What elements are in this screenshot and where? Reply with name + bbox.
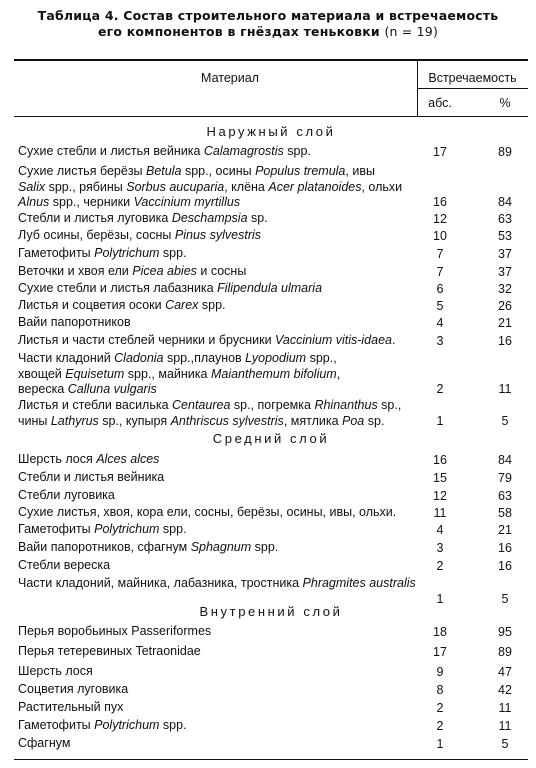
latin-name: Sphagnum	[190, 540, 252, 554]
material-cell	[18, 540, 418, 556]
table-row	[14, 452, 528, 468]
latin-name: Vaccinium myrtillus	[133, 195, 241, 209]
latin-name: Carex	[165, 298, 199, 312]
latin-name: Polytrichum	[94, 246, 160, 260]
material-cell	[18, 211, 418, 227]
section-title: Внутренний слой	[199, 604, 343, 619]
material-text: Сухие листья, хвоя, кора ели, сосны, берёзы, осины, ивы, ольхи.	[18, 505, 397, 519]
material-text: Листья и соцветия осоки	[18, 298, 166, 312]
material-cell	[18, 505, 418, 521]
table-caption	[0, 8, 536, 40]
material-text: и сосны	[196, 264, 247, 278]
material-text: Сухие листья берёзы	[18, 164, 147, 178]
material-cell	[18, 664, 418, 680]
latin-name: Lathyrus	[50, 413, 99, 428]
latin-name: Rhinanthus	[314, 398, 378, 412]
material-text: .	[391, 333, 396, 347]
percent-cell: 37	[498, 246, 512, 261]
abs-count-cell: 7	[436, 264, 444, 279]
caption-line-2	[0, 24, 536, 40]
latin-name: Phragmites australis	[302, 576, 416, 590]
material-text: spp., черники	[49, 195, 134, 209]
material-text: spp.	[251, 540, 279, 554]
material-text: spp.	[198, 298, 226, 312]
percent-cell: 21	[498, 315, 512, 330]
material-cell	[18, 315, 418, 331]
table-row	[14, 700, 528, 716]
table-row	[14, 228, 528, 244]
material-text: Сухие стебли и листья лабазника	[18, 281, 218, 295]
percent-cell: 84	[498, 194, 512, 209]
abs-count-cell: 7	[436, 246, 444, 261]
material-cell	[18, 718, 418, 734]
abs-count-cell: 17	[433, 644, 447, 659]
material-text: sp.	[247, 211, 268, 225]
latin-name: Sorbus aucuparia	[126, 179, 225, 194]
table-row	[14, 505, 528, 521]
latin-name: Pinus sylvestris	[174, 228, 262, 242]
latin-name: Poa	[342, 413, 365, 428]
latin-name: Deschampsia	[171, 211, 248, 225]
percent-cell: 37	[498, 264, 512, 279]
material-text: spp.	[159, 522, 187, 536]
header-bottom-rule	[14, 116, 528, 117]
material-text: Сухие стебли и листья вейника	[18, 144, 204, 158]
material-cell	[18, 264, 418, 280]
table-row	[14, 470, 528, 486]
material-cell	[18, 736, 418, 752]
table-row	[14, 281, 528, 297]
material-text: Вайи папоротников	[18, 315, 131, 329]
table-row	[14, 644, 528, 660]
material-cell	[18, 228, 418, 244]
percent-cell: 16	[498, 540, 512, 555]
abs-count-cell: 18	[433, 624, 447, 639]
table-row	[14, 315, 528, 331]
material-text: Шерсть лося	[18, 664, 93, 678]
percent-cell: 47	[498, 664, 512, 679]
caption-line-2-text: его компонентов в гнёздах теньковки	[97, 24, 380, 39]
material-text: spp., майника	[124, 366, 211, 381]
latin-name: Filipendula ulmaria	[217, 281, 323, 295]
material-text: Соцветия луговика	[18, 682, 129, 696]
percent-cell: 21	[498, 522, 512, 537]
table-row	[14, 488, 528, 504]
material-cell	[18, 558, 418, 574]
material-cell	[18, 576, 418, 592]
material-text: , ивы	[345, 164, 375, 178]
table-row	[14, 624, 528, 640]
table-row	[14, 558, 528, 574]
abs-count-cell: 1	[436, 413, 444, 428]
latin-name: Alnus	[18, 195, 50, 209]
material-text: Стебли и листья луговика	[18, 211, 172, 225]
abs-count-cell: 5	[436, 298, 444, 313]
table-row	[14, 298, 528, 314]
abs-count-cell: 3	[436, 540, 444, 555]
material-cell	[18, 281, 418, 297]
abs-count-cell: 1	[436, 736, 444, 751]
material-text: , клёна	[224, 179, 269, 194]
material-text: sp., купыря	[98, 413, 171, 428]
table-row	[14, 164, 528, 210]
latin-name: Betula	[146, 164, 182, 178]
material-cell	[18, 682, 418, 698]
abs-count-cell: 16	[433, 194, 447, 209]
material-text: , мятлика	[283, 413, 343, 428]
material-text: Вайи папоротников, сфагнум	[18, 540, 191, 554]
material-cell	[18, 298, 418, 314]
percent-cell: 63	[498, 211, 512, 226]
abs-count-cell: 4	[436, 315, 444, 330]
header-subrule	[417, 88, 528, 89]
percent-cell: 11	[498, 718, 512, 733]
percent-cell: 5	[501, 591, 509, 606]
percent-cell: 16	[498, 333, 512, 348]
latin-name: Acer platanoides	[268, 179, 362, 194]
material-text: Листья и стебли василька	[18, 398, 173, 412]
material-text: Гаметофиты	[18, 522, 95, 536]
abs-count-cell: 8	[436, 682, 444, 697]
caption-sample-size: (n = 19)	[384, 24, 439, 39]
table-row	[14, 264, 528, 280]
material-text: Луб осины, берёзы, сосны	[18, 228, 175, 242]
header-abs: абс.	[428, 96, 452, 110]
material-cell	[18, 351, 378, 398]
percent-cell: 11	[498, 381, 512, 396]
latin-name: Lyopodium	[245, 351, 307, 365]
table-row	[14, 664, 528, 680]
table-row	[14, 576, 528, 607]
latin-name: Equisetum	[65, 366, 125, 381]
material-text: Растительный пух	[18, 700, 124, 714]
material-cell	[18, 398, 408, 429]
table-row	[14, 522, 528, 538]
table-row	[14, 211, 528, 227]
latin-name: Populus tremula	[255, 164, 346, 178]
percent-cell: 26	[498, 298, 512, 313]
material-text: spp., осины	[181, 164, 256, 178]
section-title: Наружный слой	[206, 124, 336, 139]
material-cell	[18, 452, 418, 468]
material-text: , вереска	[18, 366, 341, 396]
abs-count-cell: 15	[433, 470, 447, 485]
latin-name: Salix	[18, 179, 46, 194]
header-material: Материал	[201, 71, 259, 85]
material-text: Гаметофиты	[18, 246, 95, 260]
material-cell	[18, 470, 418, 486]
material-text: Веточки и хвоя ели	[18, 264, 133, 278]
percent-cell: 11	[498, 700, 512, 715]
material-text: , ольхи	[361, 179, 403, 194]
material-cell	[18, 700, 418, 716]
table-row	[14, 398, 528, 429]
percent-cell: 89	[498, 644, 512, 659]
abs-count-cell: 2	[436, 700, 444, 715]
material-cell	[18, 333, 418, 349]
caption-line-1: Таблица 4. Состав строительного материала и встречаемость	[37, 8, 499, 23]
abs-count-cell: 16	[433, 452, 447, 467]
abs-count-cell: 9	[436, 664, 444, 679]
latin-name: Alces alces	[96, 452, 160, 466]
percent-cell: 16	[498, 558, 512, 573]
abs-count-cell: 2	[436, 558, 444, 573]
material-text: Части кладоний	[18, 351, 115, 365]
percent-cell: 32	[498, 281, 512, 296]
material-cell	[18, 488, 418, 504]
percent-cell: 95	[498, 624, 512, 639]
latin-name: Cladonia	[114, 351, 164, 365]
material-text: Перья тетеревиных Tetraonidae	[18, 644, 201, 658]
material-text: spp.	[159, 246, 187, 260]
top-rule	[14, 59, 528, 61]
table-row	[14, 333, 528, 349]
material-text: Гаметофиты	[18, 718, 95, 732]
material-text: Шерсть лося	[18, 452, 97, 466]
percent-cell: 5	[501, 736, 509, 751]
abs-count-cell: 1	[436, 591, 444, 606]
material-text: Части кладоний, майника, лабазника, тростника	[18, 576, 303, 590]
material-cell	[18, 144, 418, 160]
percent-cell: 58	[498, 505, 512, 520]
percent-cell: 89	[498, 144, 512, 159]
material-text: Стебли и листья вейника	[18, 470, 165, 484]
latin-name: Polytrichum	[94, 522, 160, 536]
table-row	[14, 540, 528, 556]
material-text: Стебли луговика	[18, 488, 115, 502]
material-text: spp.	[159, 718, 187, 732]
percent-cell: 53	[498, 228, 512, 243]
material-text: Листья и части стеблей черники и брусники	[18, 333, 276, 347]
abs-count-cell: 17	[433, 144, 447, 159]
latin-name: Picea abies	[132, 264, 197, 278]
latin-name: Calluna vulgaris	[67, 382, 157, 396]
material-text: spp.,плаунов	[163, 351, 246, 365]
table-row	[14, 144, 528, 160]
material-cell	[18, 522, 418, 538]
material-text: sp., чины	[18, 398, 402, 428]
bottom-rule	[14, 759, 528, 760]
table-row	[14, 718, 528, 734]
header-pct: %	[499, 96, 511, 110]
percent-cell: 84	[498, 452, 512, 467]
latin-name: Polytrichum	[94, 718, 160, 732]
abs-count-cell: 11	[433, 505, 447, 520]
latin-name: Anthriscus sylvestris	[170, 413, 284, 428]
material-cell	[18, 644, 418, 660]
material-text: spp., рябины	[45, 179, 127, 194]
table-row	[14, 682, 528, 698]
abs-count-cell: 3	[436, 333, 444, 348]
abs-count-cell: 12	[433, 488, 447, 503]
header-occurrence: Встречаемость	[428, 71, 517, 85]
material-cell	[18, 164, 403, 211]
abs-count-cell: 4	[436, 522, 444, 537]
percent-cell: 42	[498, 682, 512, 697]
material-text: Стебли вереска	[18, 558, 111, 572]
abs-count-cell: 2	[436, 381, 444, 396]
section-title: Средний слой	[212, 431, 330, 446]
latin-name: Maianthemum bifolium	[210, 366, 337, 381]
latin-name: Calamagrostis	[203, 144, 284, 158]
table-row	[14, 351, 528, 397]
material-text: sp.	[364, 413, 385, 428]
material-text: spp.	[283, 144, 311, 158]
material-cell	[18, 246, 418, 262]
percent-cell: 79	[498, 470, 512, 485]
abs-count-cell: 2	[436, 718, 444, 733]
table-row	[14, 246, 528, 262]
abs-count-cell: 6	[436, 281, 444, 296]
latin-name: Centaurea	[172, 398, 231, 412]
material-text: Сфагнум	[18, 736, 71, 750]
latin-name: Vaccinium vitis-idaea	[275, 333, 392, 347]
table-row	[14, 736, 528, 752]
abs-count-cell: 10	[433, 228, 447, 243]
percent-cell: 5	[501, 413, 509, 428]
material-text: Перья воробьиных Passeriformes	[18, 624, 212, 638]
abs-count-cell: 12	[433, 211, 447, 226]
material-cell	[18, 624, 418, 640]
material-text: sp., погремка	[230, 398, 315, 412]
material-text: spp., хвощей	[18, 351, 337, 381]
percent-cell: 63	[498, 488, 512, 503]
